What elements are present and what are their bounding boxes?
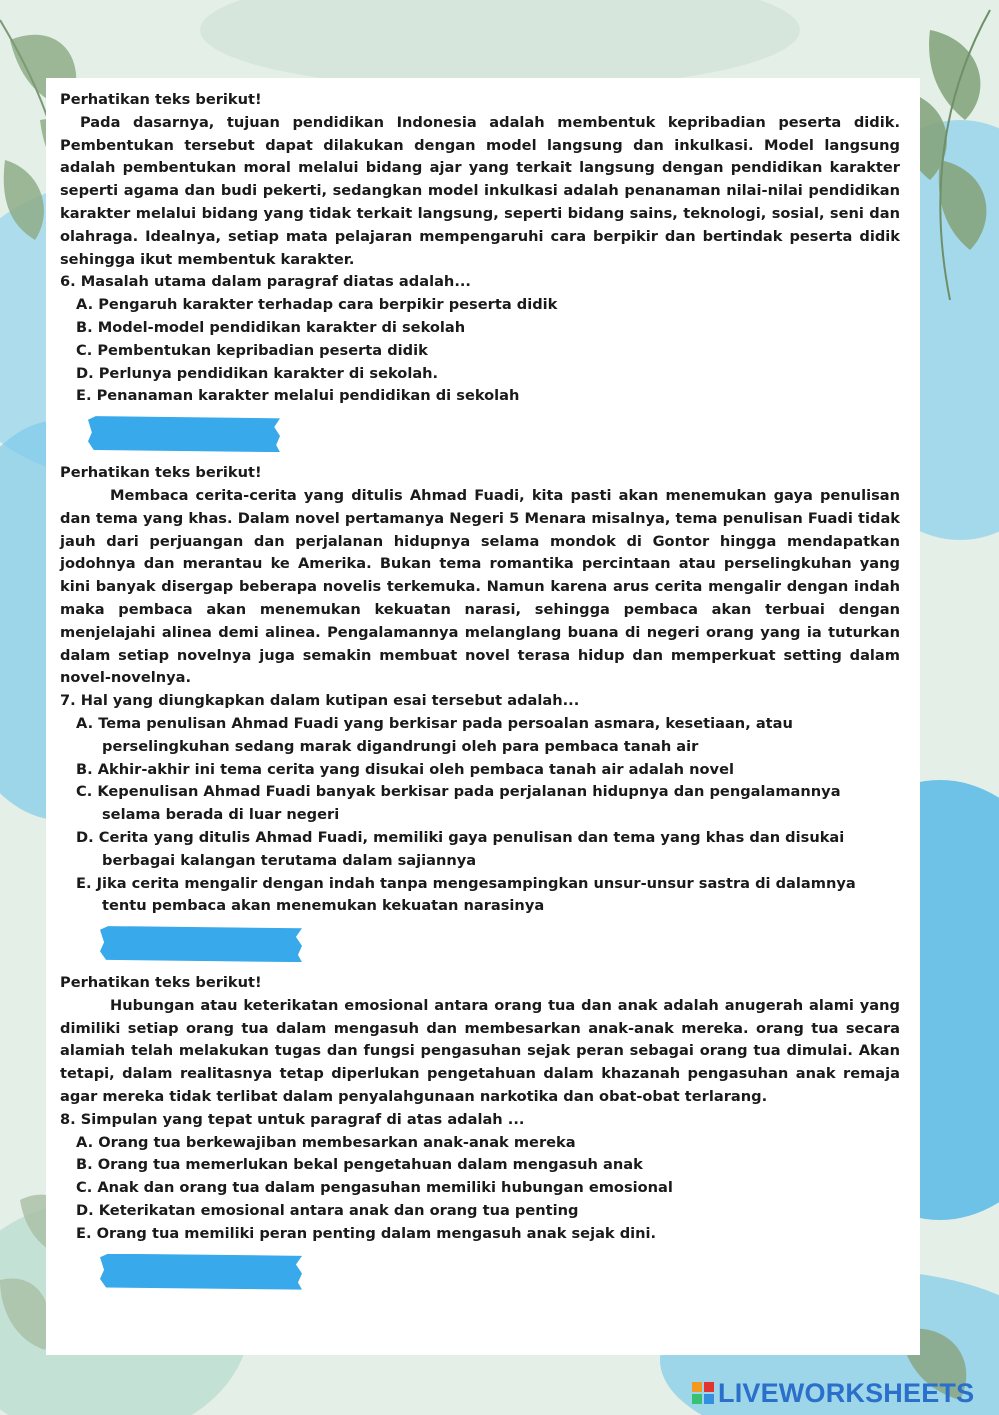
question-block-6 [60, 89, 900, 452]
brand-name: LIVEWORKSHEETS [718, 1377, 975, 1408]
option-a: A. Tema penulisan Ahmad Fuadi yang berkisar pada persoalan asmara, kesetiaan, atau perselingkuhan sedang marak digandrungi oleh para pembaca tanah air [76, 714, 793, 755]
option-c: C. Anak dan orang tua dalam pengasuhan memiliki hubungan emosional [76, 1179, 673, 1197]
option-d: D. Keterikatan emosional antara anak dan orang tua penting [76, 1202, 579, 1220]
option-b: B. Model-model pendidikan karakter di sekolah [76, 318, 466, 336]
question-text: 6. Masalah utama dalam paragraf diatas adalah... [60, 273, 471, 291]
option-b: B. Akhir-akhir ini tema cerita yang disukai oleh pembaca tanah air adalah novel [76, 760, 734, 778]
option-b: B. Orang tua memerlukan bekal pengetahuan dalam mengasuh anak [76, 1156, 643, 1174]
answer-input-7[interactable] [100, 926, 302, 962]
question-block-8 [60, 972, 900, 1290]
option-list [60, 713, 900, 918]
reading-passage: Pada dasarnya, tujuan pendidikan Indonesia adalah membentuk kepribadian peserta didik. Pembentukan tersebut dapat dilakukan dengan model langsung dan inkulkasi. Model langsung adalah pembentukan moral melalui bidang ajar yang terkait langsung dengan pendidikan karakter seperti agama dan budi pekerti, sedangkan model inkulkasi adalah penanaman nilai-nilai pendidikan karakter melalui bidang yang tidak terkait langsung, seperti bidang sains, teknologi, sosial, seni dan olahraga. Idealnya, setiap mata pelajaran mempengaruhi cara berpikir dan bertindak peserta didik sehingga ikut membentuk karakter. [60, 113, 900, 268]
option-d: D. Perlunya pendidikan karakter di sekolah. [76, 364, 439, 382]
option-list [60, 294, 900, 408]
worksheet-content [60, 89, 900, 1300]
option-e: E. Orang tua memiliki peran penting dalam mengasuh anak sejak dini. [76, 1224, 657, 1242]
answer-input-6[interactable] [88, 416, 280, 452]
question-block-7 [60, 462, 900, 962]
reading-passage: Membaca cerita-cerita yang ditulis Ahmad Fuadi, kita pasti akan menemukan gaya penulisan dan tema yang khas. Dalam novel pertamanya Negeri 5 Menara misalnya, tema penulisan Fuadi tidak jauh dari perjuangan dan perjalanan hidupnya selama mondok di Gontor hingga mendapatkan jodohnya dan merantau ke Amerika. Bukan tema romantika percintaan atau perselingkuhan yang kini banyak disergap beberapa novelis terkemuka. Namun karena arus cerita mengalir dengan indah maka pembaca akan menemukan kekuatan narasi, sehingga pembaca akan terbuai dengan menjelajahi alinea demi alinea. Pengalamannya melanglang buana di negeri orang yang ia tuturkan dalam setiap novelnya juga semakin membuat novel terasa hidup dan memperkuat setting dalam novel-novelnya. [60, 486, 900, 687]
reading-passage: Hubungan atau keterikatan emosional antara orang tua dan anak adalah anugerah alami yang dimiliki setiap orang tua dalam mengasuh dan membesarkan anak-anak mereka. orang tua secara alamiah telah melakukan tugas dan fungsi pengasuhan sejak peran sebagai orang tua dimulai. Akan tetapi, dalam realitasnya tetap diperlukan pengetahuan dalam khazanah pengasuhan anak remaja agar mereka tidak terlibat dalam penyalahgunaan narkotika dan obat-obat terlarang. [60, 996, 900, 1106]
option-list [60, 1132, 900, 1246]
question-text: 8. Simpulan yang tepat untuk paragraf di atas adalah ... [60, 1110, 525, 1128]
option-a: A. Orang tua berkewajiban membesarkan anak-anak mereka [76, 1133, 576, 1151]
section-heading: Perhatikan teks berikut! [60, 464, 262, 482]
liveworksheets-logo-icon [692, 1382, 714, 1404]
option-c: C. Kepenulisan Ahmad Fuadi banyak berkisar pada perjalanan hidupnya dan pengalamannya selama berada di luar negeri [76, 783, 841, 824]
option-a: A. Pengaruh karakter terhadap cara berpikir peserta didik [76, 296, 558, 314]
section-heading: Perhatikan teks berikut! [60, 974, 262, 992]
section-heading: Perhatikan teks berikut! [60, 91, 262, 108]
option-e: E. Jika cerita mengalir dengan indah tanpa mengesampingkan unsur-unsur sastra di dalamnya tentu pembaca akan menemukan kekuatan narasinya [76, 874, 856, 915]
question-text: 7. Hal yang diungkapkan dalam kutipan esai tersebut adalah... [60, 692, 580, 710]
option-e: E. Penanaman karakter melalui pendidikan di sekolah [76, 387, 520, 405]
answer-input-8[interactable] [100, 1254, 302, 1290]
option-c: C. Pembentukan kepribadian peserta didik [76, 341, 428, 359]
liveworksheets-logo [692, 1379, 974, 1407]
option-d: D. Cerita yang ditulis Ahmad Fuadi, memiliki gaya penulisan dan tema yang khas dan disukai berbagai kalangan terutama dalam sajiannya [76, 828, 845, 869]
